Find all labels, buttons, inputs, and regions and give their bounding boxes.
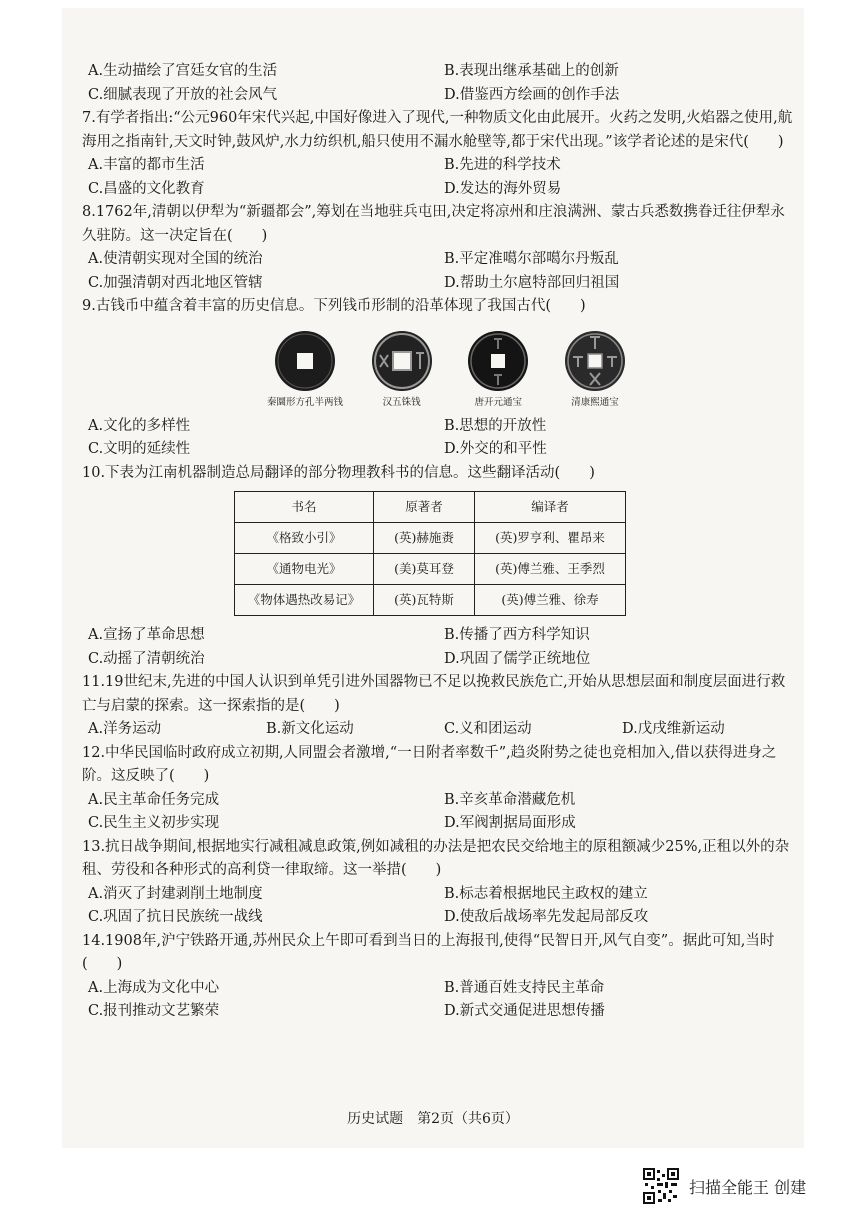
- q12-option-a: A.民主革命任务完成: [88, 791, 220, 808]
- coin-wuzhu-icon: [370, 329, 434, 393]
- coin-kaiyuan-icon: [466, 329, 530, 393]
- q10-option-b: B.传播了西方科学知识: [444, 627, 590, 643]
- table-cell: (美)莫耳登: [374, 554, 475, 585]
- table-row: [235, 585, 626, 616]
- q7-stem: 7.有学者指出:“公元960年宋代兴起,中国好像进入了现代,一种物质文化由此展开。火药之发明,火焰器之使用,航海用之指南针,天文时钟,鼓风炉,水力纺织机,船只使用不漏水舱壁等,都于宋代出现。”该学者论述的是宋代( ): [82, 110, 793, 150]
- question-12: [82, 742, 794, 836]
- table-cell: 《格致小引》: [235, 523, 374, 554]
- coin-kangxi-caption: 清康熙通宝: [571, 396, 619, 408]
- q7-option-d: D.发达的海外贸易: [444, 180, 562, 197]
- table-cell: (英)瓦特斯: [374, 585, 475, 616]
- qr-code-icon: [643, 1168, 679, 1204]
- q10-stem: 10.下表为江南机器制造总局翻译的部分物理教科书的信息。这些翻译活动( ): [82, 464, 595, 481]
- q7-option-a: A.丰富的都市生活: [88, 157, 205, 173]
- q11-option-c: C.义和团运动: [444, 721, 532, 737]
- table-header-row: [235, 492, 626, 523]
- coin-images: [260, 329, 640, 409]
- question-11: [82, 671, 794, 742]
- q11-stem: 11.19世纪末,先进的中国人认识到单凭引进外国器物已不足以挽救民族危亡,开始从思想层面和制度层面进行救亡与启蒙的探索。这一探索指的是( ): [82, 674, 786, 714]
- q12-option-d: D.军阀割据局面形成: [444, 815, 576, 831]
- q9-option-d: D.外交的和平性: [444, 441, 547, 457]
- coin-banliang-caption: 秦圜形方孔半两钱: [266, 396, 343, 408]
- table-cell: (英)罗亨利、瞿昂来: [475, 523, 626, 554]
- question-7: [82, 107, 794, 201]
- q6-option-b: B.表现出继承基础上的创新: [444, 63, 619, 79]
- table-header: 原著者: [374, 492, 475, 523]
- q11-option-d: D.戊戌维新运动: [622, 721, 725, 737]
- questions: [82, 60, 794, 1024]
- table-row: [235, 554, 626, 585]
- q7-option-b: B.先进的科学技术: [444, 157, 561, 173]
- coin-kangxi-icon: [563, 329, 627, 393]
- question-13: [82, 836, 794, 930]
- q9-option-c: C.文明的延续性: [88, 441, 191, 457]
- q12-stem: 12.中华民国临时政府成立初期,人同盟会者激增,“一日附者率数千”,趋炎附势之徒也竞相加入,借以获得进身之阶。这反映了( ): [82, 744, 777, 784]
- q13-option-a: A.消灭了封建剥削土地制度: [88, 885, 263, 902]
- coin-wuzhu-caption: 汉五铢钱: [382, 396, 421, 408]
- coin-kaiyuan-caption: 唐开元通宝: [474, 396, 523, 408]
- q6-option-c: C.细腻表现了开放的社会风气: [88, 86, 278, 103]
- q8-option-c: C.加强清朝对西北地区管辖: [88, 274, 263, 291]
- q6-option-a: A.生动描绘了宫廷女官的生活: [88, 63, 278, 79]
- q10-option-d: D.巩固了儒学正统地位: [444, 650, 591, 667]
- q9-option-b: B.思想的开放性: [444, 417, 547, 434]
- q11-option-a: A.洋务运动: [88, 721, 162, 737]
- q12-option-b: B.辛亥革命潜藏危机: [444, 791, 576, 808]
- q14-option-c: C.报刊推动文艺繁荣: [88, 1003, 220, 1019]
- q13-option-b: B.标志着根据地民主政权的建立: [444, 885, 648, 902]
- table-cell: 《物体遇热改易记》: [235, 585, 374, 616]
- q13-option-c: C.巩固了抗日民族统一战线: [88, 909, 263, 925]
- exam-page: [62, 8, 804, 1148]
- table-header: 编译者: [475, 492, 626, 523]
- question-8: [82, 201, 794, 295]
- q9-stem: 9.古钱币中蕴含着丰富的历史信息。下列钱币形制的沿革体现了我国古代( ): [82, 298, 586, 314]
- q11-option-b: B.新文化运动: [266, 721, 354, 737]
- page-footer: 历史试题 第2页（共6页）: [347, 1111, 519, 1127]
- table-cell: (英)赫施赉: [374, 523, 475, 554]
- q14-stem: 14.1908年,沪宁铁路开通,苏州民众上午即可看到当日的上海报刊,使得“民智日开,风气自变”。据此可知,当时( ): [82, 932, 775, 972]
- coin-kangxi: [550, 329, 640, 409]
- coin-banliang-icon: [273, 329, 337, 393]
- q14-option-d: D.新式交通促进思想传播: [444, 1003, 605, 1019]
- q8-option-a: A.使清朝实现对全国的统治: [88, 251, 263, 267]
- q14-option-a: A.上海成为文化中心: [88, 979, 220, 996]
- scanner-brand-label: 扫描全能王 创建: [689, 1177, 807, 1197]
- q6-option-d: D.借鉴西方绘画的创作手法: [444, 86, 620, 103]
- q13-option-d: D.使敌后战场率先发起局部反攻: [444, 909, 649, 925]
- question-9: [82, 295, 794, 462]
- q8-stem: 8.1762年,清朝以伊犁为“新疆都会”,筹划在当地驻兵屯田,决定将凉州和庄浪满洲、蒙古兵悉数携眷迁往伊犁永久驻防。这一决定旨在( ): [82, 204, 785, 244]
- table-row: [235, 523, 626, 554]
- q14-option-b: B.普通百姓支持民主革命: [444, 979, 605, 996]
- q9-option-a: A.文化的多样性: [88, 417, 191, 434]
- coin-kaiyuan: [453, 329, 543, 409]
- question-10: [82, 462, 794, 672]
- table-cell: (英)傅兰雅、王季烈: [475, 554, 626, 585]
- q7-option-c: C.昌盛的文化教育: [88, 180, 205, 197]
- q8-option-b: B.平定准噶尔部噶尔丹叛乱: [444, 251, 619, 267]
- q10-option-c: C.动摇了清朝统治: [88, 650, 205, 667]
- q13-stem: 13.抗日战争期间,根据地实行减租减息政策,例如减租的办法是把农民交给地主的原租额减少25%,正租以外的杂租、劳役和各种形式的高利贷一律取缔。这一举措( ): [82, 838, 790, 878]
- table-header: 书名: [235, 492, 374, 523]
- translation-table: [234, 491, 626, 616]
- coin-banliang: [260, 329, 350, 409]
- q12-option-c: C.民生主义初步实现: [88, 815, 220, 831]
- table-cell: (英)傅兰雅、徐寿: [475, 585, 626, 616]
- coin-wuzhu: [357, 329, 447, 409]
- q8-option-d: D.帮助土尔扈特部回归祖国: [444, 274, 620, 291]
- q10-option-a: A.宣扬了革命思想: [88, 627, 205, 643]
- scanner-watermark: [643, 1168, 806, 1204]
- question-14: [82, 930, 794, 1024]
- question-6-tail: [82, 60, 794, 107]
- table-cell: 《通物电光》: [235, 554, 374, 585]
